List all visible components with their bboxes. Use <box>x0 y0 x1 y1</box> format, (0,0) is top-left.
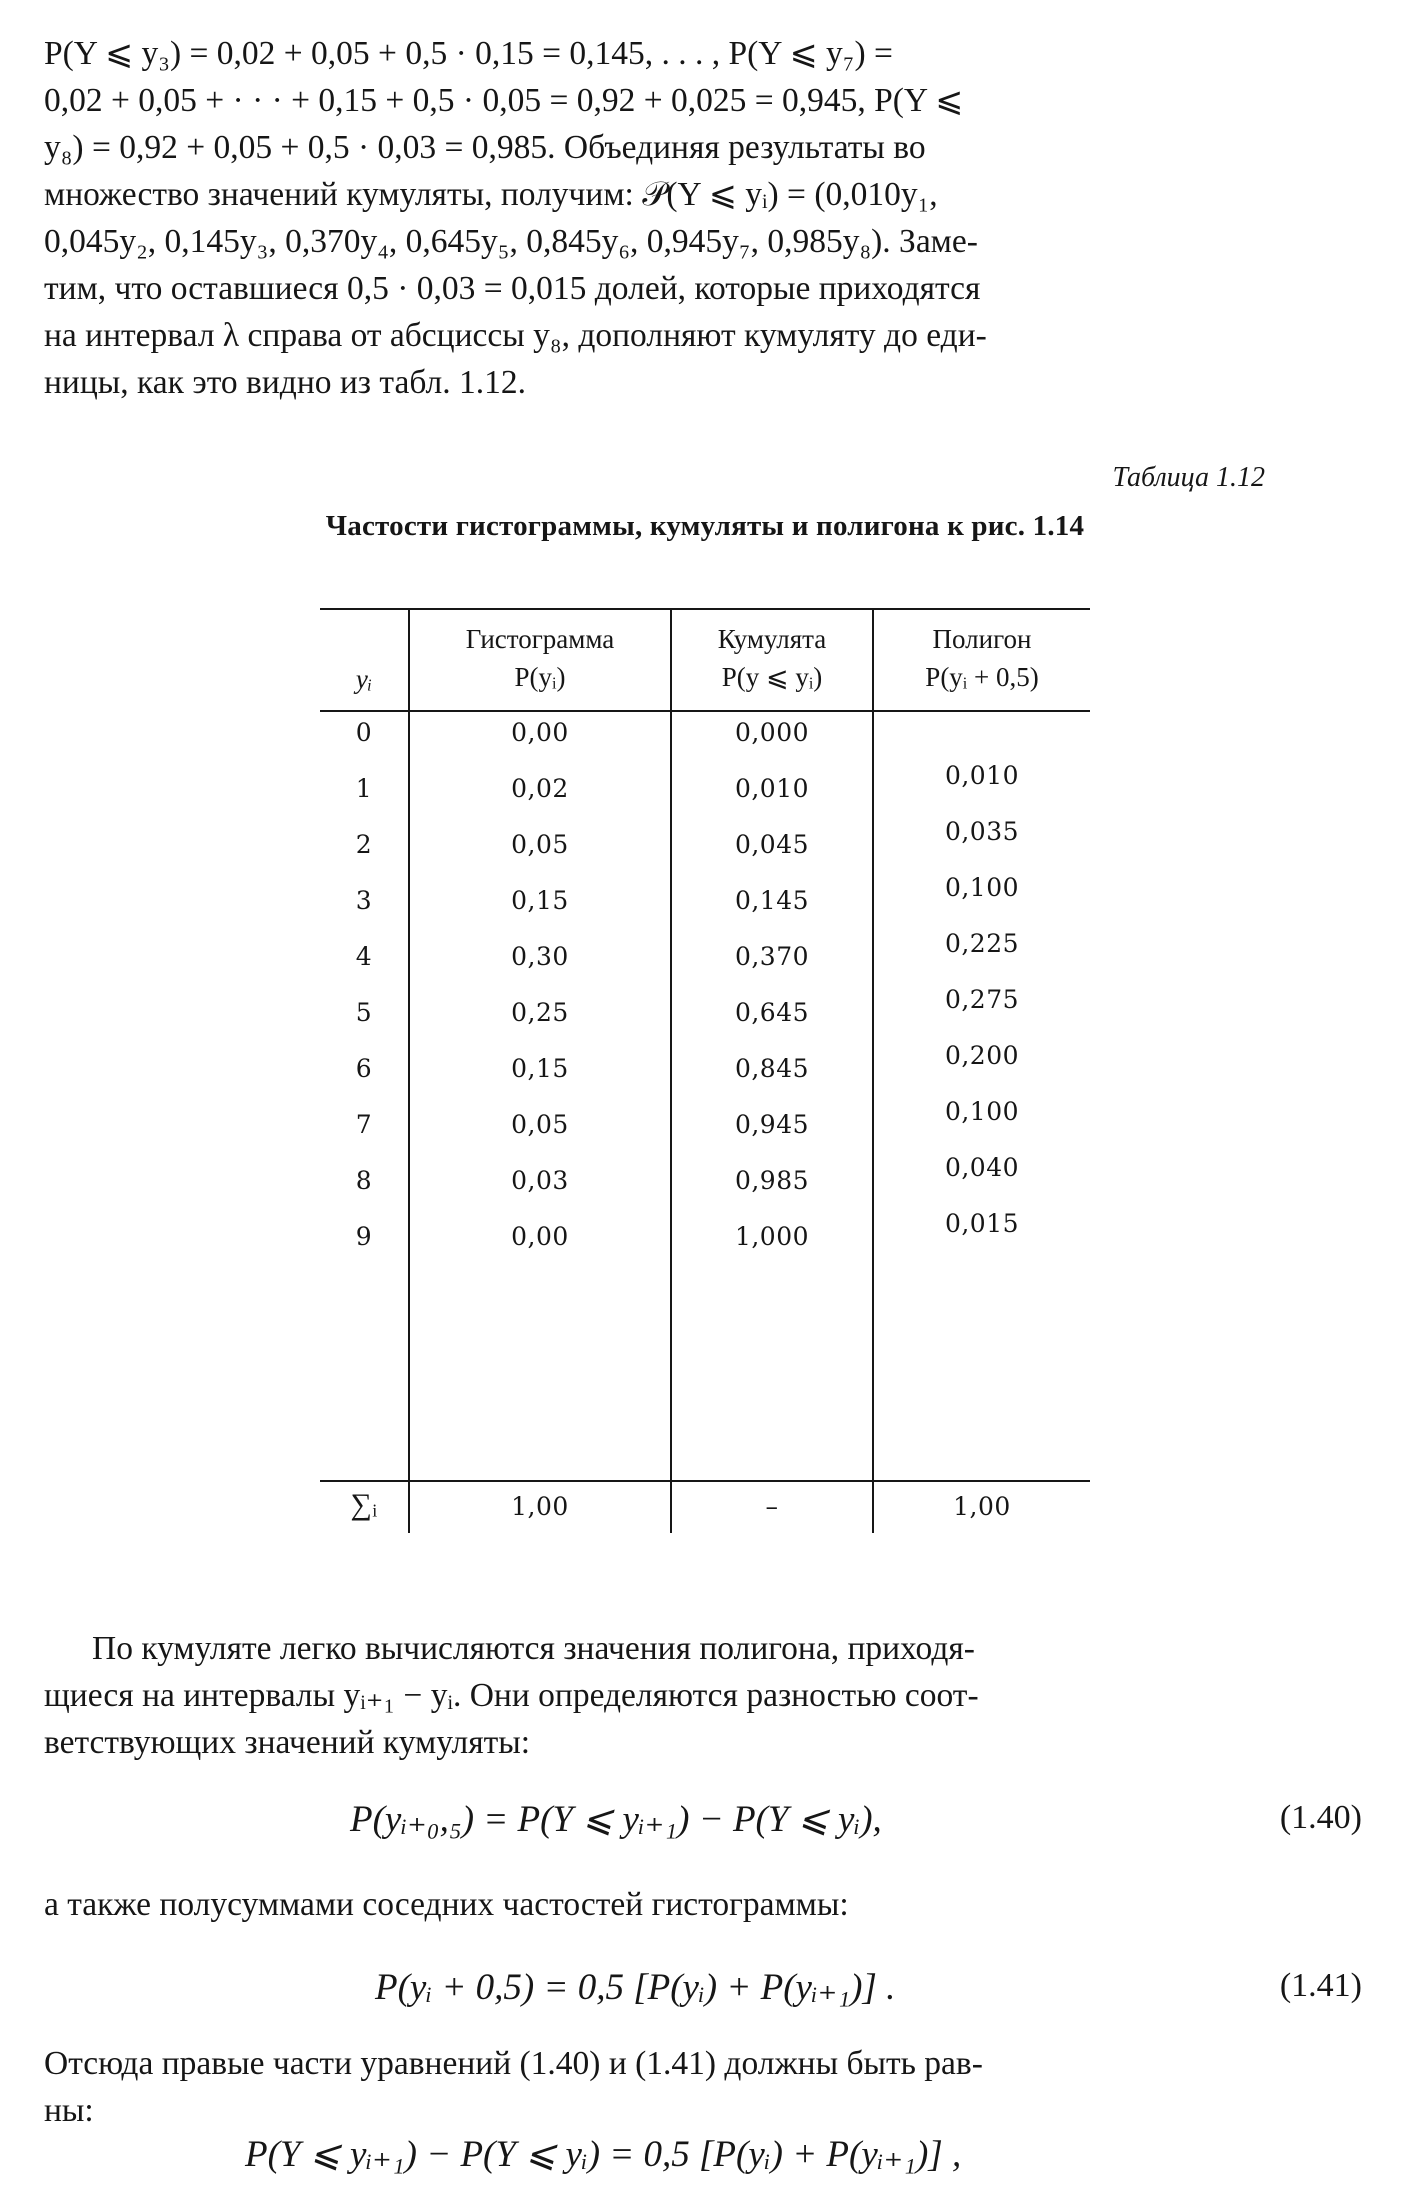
intro-line: множество значений кумуляты, получим: 𝒫(Y ⩽ yᵢ) = (0,010y₁, <box>44 176 938 213</box>
cell-histogram: 0,30 <box>511 942 569 971</box>
cell-cumulative: 0,000 <box>734 718 810 747</box>
header-histogram-sub: P(yᵢ) <box>514 662 566 692</box>
body-paragraph <box>44 2040 1364 2134</box>
cell-histogram: 0,02 <box>511 774 569 803</box>
cell-y: 1 <box>355 774 373 803</box>
body-paragraph <box>44 1881 1364 1928</box>
cell-cumulative: 0,370 <box>734 942 810 971</box>
cell-sum-histogram: 1,00 <box>511 1492 569 1521</box>
intro-line: y₈) = 0,92 + 0,05 + 0,5 · 0,03 = 0,985. Объединяя результаты во <box>44 129 926 166</box>
cell-polygon: 0,010 <box>944 761 1020 790</box>
cell-polygon: 0,100 <box>944 1097 1020 1126</box>
cell-histogram: 0,03 <box>511 1166 569 1195</box>
cell-cumulative: 1,000 <box>734 1222 810 1251</box>
body-line: ветствующих значений кумуляты: <box>44 1724 531 1761</box>
frequency-table <box>320 608 1090 1533</box>
equation-number: (1.40) <box>1279 1799 1362 1836</box>
body-line: щиеся на интервалы yᵢ₊₁ − yᵢ. Они определяются разностью соот- <box>44 1677 979 1714</box>
cell-histogram: 0,15 <box>511 1054 569 1083</box>
cell-cumulative: 0,945 <box>734 1110 810 1139</box>
body-line: Отсюда правые части уравнений (1.40) и (1.41) должны быть рав- <box>44 2045 983 2082</box>
cell-cumulative: 0,645 <box>734 998 810 1027</box>
header-histogram-title: Гистограмма <box>465 624 615 654</box>
cell-polygon: 0,275 <box>944 985 1020 1014</box>
cell-histogram: 0,15 <box>511 886 569 915</box>
intro-line: P(Y ⩽ y₃) = 0,02 + 0,05 + 0,5 · 0,15 = 0,145, . . . , P(Y ⩽ y₇) = <box>44 35 893 72</box>
cell-histogram: 0,05 <box>511 830 569 859</box>
cell-polygon: 0,040 <box>944 1153 1020 1182</box>
equation-1-41: P(yᵢ + 0,5) = 0,5 [P(yᵢ) + P(yᵢ₊₁)] . <box>375 1967 896 2008</box>
header-cumulative-title: Кумулята <box>717 624 827 654</box>
cell-y: 0 <box>355 718 373 747</box>
table-label: Таблица 1.12 <box>1112 462 1265 493</box>
cell-cumulative: 0,010 <box>734 774 810 803</box>
intro-paragraph <box>44 30 1364 406</box>
intro-line: 0,02 + 0,05 + · · · + 0,15 + 0,5 · 0,05 = 0,92 + 0,025 = 0,945, P(Y ⩽ <box>44 82 964 119</box>
table-header-rule <box>320 710 1090 712</box>
cell-cumulative: 0,845 <box>734 1054 810 1083</box>
cell-cumulative: 0,145 <box>734 886 810 915</box>
cell-sum-polygon: 1,00 <box>953 1492 1011 1521</box>
header-polygon-sub: P(yᵢ + 0,5) <box>925 662 1039 692</box>
body-line: По кумуляте легко вычисляются значения полигона, приходя- <box>92 1630 975 1667</box>
cell-y: 9 <box>355 1222 373 1251</box>
cell-polygon: 0,035 <box>944 817 1020 846</box>
equation-equality: P(Y ⩽ yᵢ₊₁) − P(Y ⩽ yᵢ) = 0,5 [P(yᵢ) + P(yᵢ₊₁)] , <box>245 2134 962 2175</box>
cell-y: 6 <box>355 1054 373 1083</box>
cell-y: 5 <box>355 998 373 1027</box>
header-polygon <box>874 620 1090 696</box>
header-cumulative-sub: P(y ⩽ yᵢ) <box>721 662 823 692</box>
intro-line: 0,045y₂, 0,145y₃, 0,370y₄, 0,645y₅, 0,845y₆, 0,945y₇, 0,985y₈). Заме- <box>44 223 978 260</box>
body-paragraph <box>44 1625 1364 1766</box>
column-divider <box>872 608 874 1533</box>
cell-sum-label: ∑ᵢ <box>350 1488 378 1521</box>
cell-y: 3 <box>355 886 373 915</box>
cell-polygon: 0,225 <box>944 929 1020 958</box>
header-cumulative <box>672 620 872 696</box>
table-sum-rule <box>320 1480 1090 1482</box>
cell-y: 4 <box>355 942 373 971</box>
cell-histogram: 0,00 <box>511 718 569 747</box>
equation-1-40: P(yᵢ₊₀,₅) = P(Y ⩽ yᵢ₊₁) − P(Y ⩽ yᵢ), <box>350 1799 882 1840</box>
cell-histogram: 0,00 <box>511 1222 569 1251</box>
table-title: Частости гистограммы, кумуляты и полигона к рис. 1.14 <box>325 510 1085 542</box>
body-line: ны: <box>44 2092 94 2129</box>
cell-y: 2 <box>355 830 373 859</box>
equation-number: (1.41) <box>1279 1967 1362 2004</box>
cell-polygon: 0,200 <box>944 1041 1020 1070</box>
cell-polygon: 0,100 <box>944 873 1020 902</box>
cell-sum-cumulative: – <box>765 1492 779 1521</box>
cell-polygon: 0,015 <box>944 1209 1020 1238</box>
intro-line: тим, что оставшиеся 0,5 · 0,03 = 0,015 долей, которые приходятся <box>44 270 981 307</box>
header-yi: yᵢ <box>355 664 373 694</box>
table-top-rule <box>320 608 1090 610</box>
body-line: а также полусуммами соседних частостей гистограммы: <box>44 1886 849 1923</box>
cell-histogram: 0,05 <box>511 1110 569 1139</box>
intro-line: ницы, как это видно из табл. 1.12. <box>44 364 527 401</box>
cell-cumulative: 0,985 <box>734 1166 810 1195</box>
intro-line: на интервал λ справа от абсциссы y₈, дополняют кумуляту до еди- <box>44 317 987 354</box>
cell-y: 8 <box>355 1166 373 1195</box>
cell-cumulative: 0,045 <box>734 830 810 859</box>
cell-y: 7 <box>355 1110 373 1139</box>
header-polygon-title: Полигон <box>932 624 1032 654</box>
header-histogram <box>410 620 670 696</box>
cell-histogram: 0,25 <box>511 998 569 1027</box>
